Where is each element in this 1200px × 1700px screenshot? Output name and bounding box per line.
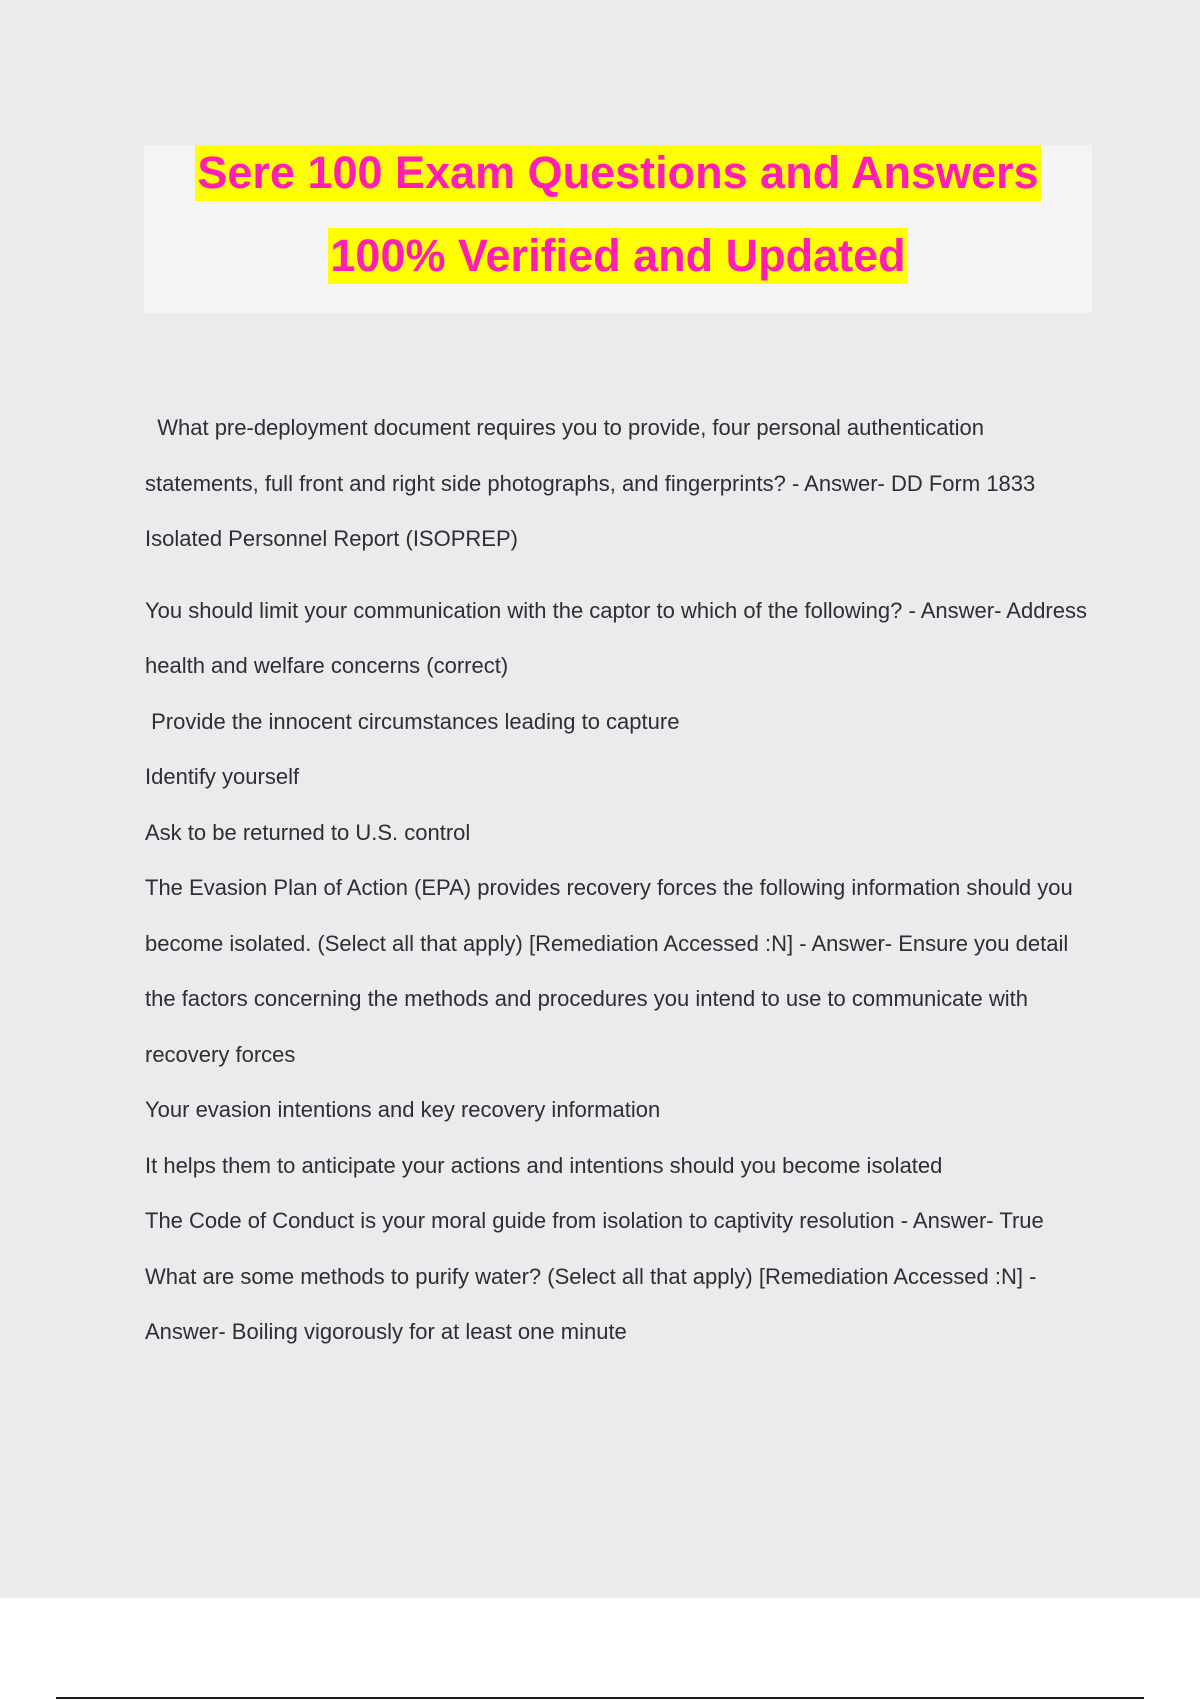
document-body bbox=[145, 400, 1095, 1360]
page-divider bbox=[56, 1697, 1144, 1699]
title-row-1 bbox=[144, 145, 1092, 201]
answer-option: It helps them to anticipate your actions and intentions should you become isolated bbox=[145, 1152, 943, 1178]
question-paragraph: What pre-deployment document requires you to provide, four personal authentication statements, full front and right side photographs, and fingerprints? - Answer- DD Form 1833 Isolated Personnel Report (ISOPREP) bbox=[145, 415, 1042, 551]
answer-option: Your evasion intentions and key recovery information bbox=[145, 1097, 661, 1122]
document-title-line-1: Sere 100 Exam Questions and Answers bbox=[195, 145, 1040, 201]
answer-option: Ask to be returned to U.S. control bbox=[145, 819, 471, 845]
question-paragraph: The Evasion Plan of Action (EPA) provides recovery forces the following information should you become isolated. (Select all that apply) [Remediation Accessed :N] - Answer- Ensure you detail the factors concerning the methods and procedures you intend to use to communicate with recovery forces bbox=[145, 875, 1073, 1067]
document-title-line-2: 100% Verified and Updated bbox=[328, 228, 907, 284]
question-paragraph: The Code of Conduct is your moral guide from isolation to captivity resolution - Answer- True bbox=[145, 1208, 1044, 1233]
title-row-2 bbox=[144, 228, 1092, 284]
question-paragraph: What are some methods to purify water? (Select all that apply) [Remediation Accessed :N] - Answer- Boiling vigorously for at least one minute bbox=[145, 1263, 1037, 1344]
answer-option: Provide the innocent circumstances leading to capture bbox=[145, 708, 680, 734]
question-paragraph: You should limit your communication with the captor to which of the following? - Answer- Address health and welfare concerns (correct) bbox=[145, 597, 1087, 678]
title-block bbox=[144, 145, 1092, 313]
answer-option: Identify yourself bbox=[145, 764, 300, 789]
